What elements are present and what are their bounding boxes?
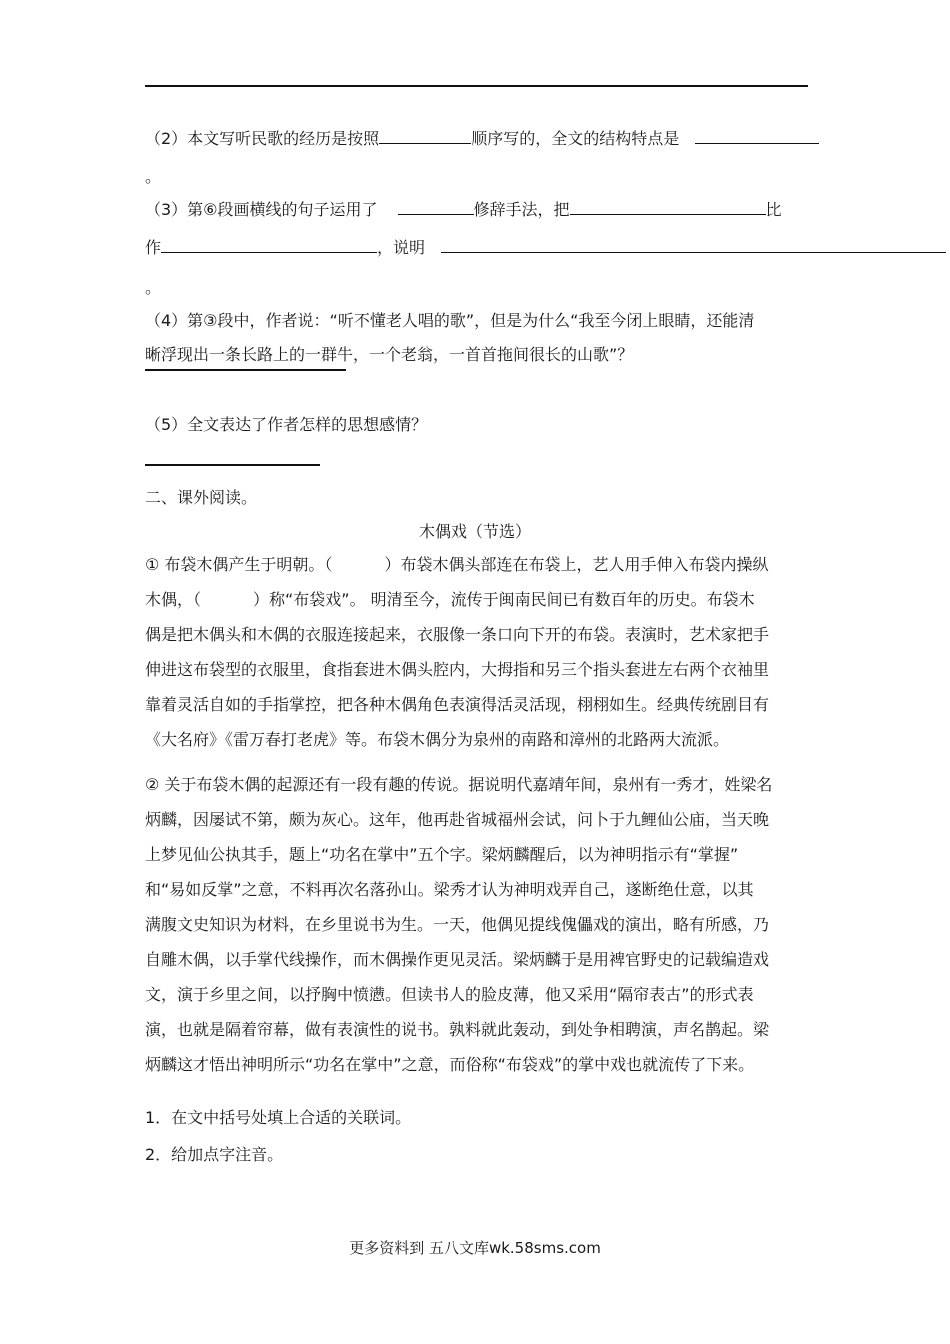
q3-text-c: 比 bbox=[765, 200, 782, 219]
q2-blank-order[interactable] bbox=[379, 127, 471, 144]
answer-line-top bbox=[145, 85, 808, 87]
p1-l1-b: ）布袋木偶头部连在布袋上，艺人用手伸入布袋内操纵 bbox=[384, 555, 769, 574]
p1-line: 伸进这布袋型的衣服里，食指套进木偶头腔内，大拇指和另三个指头套进左右两个衣袖里 bbox=[145, 660, 770, 679]
p2-line: 文，演于乡里之间，以抒胸中愤懑。但读书人的脸皮薄，他又采用“隔帘表古”的形式表 bbox=[145, 985, 754, 1004]
q3-text-a: （3）第⑥段画横线的句子运用了 bbox=[145, 200, 378, 219]
question-2 bbox=[145, 127, 819, 151]
question-4-line1: （4）第③段中，作者说：“听不懂老人唱的歌”，但是为什么“我至今闭上眼睛，还能清 bbox=[145, 311, 755, 330]
q3-blank-object[interactable] bbox=[161, 236, 377, 253]
passage-title: 木偶戏（节选） bbox=[418, 522, 531, 541]
p2-line: 和“易如反掌”之意，不料再次名落孙山。梁秀才认为神明戏弄自己，遂断绝仕意，以其 bbox=[145, 880, 754, 899]
q2-text-a: （2）本文写听民歌的经历是按照 bbox=[145, 129, 380, 148]
page-footer: 更多资料到 五八文库wk.58sms.com bbox=[349, 1239, 601, 1257]
p1-l1-a: ① 布袋木偶产生于明朝。（ bbox=[145, 555, 333, 574]
p1-line: 偶是把木偶头和木偶的衣服连接起来，衣服像一条口向下开的布袋。表演时，艺术家把手 bbox=[145, 625, 770, 644]
q5-answer-line[interactable] bbox=[145, 464, 320, 466]
p1-line: 靠着灵活自如的手指掌控，把各种木偶角色表演得活灵活现，栩栩如生。经典传统剧目有 bbox=[145, 695, 770, 714]
p1-l2-b: ）称“布袋戏”。 明清至今，流传于闽南民间已有数百年的历史。布袋木 bbox=[253, 590, 755, 609]
p1-line-1 bbox=[145, 547, 810, 582]
p2-line: ② 关于布袋木偶的起源还有一段有趣的传说。据说明代嘉靖年间，泉州有一秀才，姓梁名 bbox=[145, 775, 773, 794]
question-4-line2: 晰浮现出一条长路上的一群牛，一个老翁，一首首拖间很长的山歌”？ bbox=[145, 345, 634, 364]
p1-line-2 bbox=[145, 582, 810, 617]
q3-line2-b: ，说明 bbox=[377, 238, 426, 257]
p1-l2-a: 木偶，（ bbox=[145, 590, 202, 609]
task-2: 2．给加点字注音。 bbox=[145, 1145, 284, 1164]
section-heading: 二、课外阅读。 bbox=[145, 488, 258, 507]
p2-line: 自雕木偶，以手掌代线操作，而木偶操作更见灵活。梁炳麟于是用裨官野史的记载编造戏 bbox=[145, 950, 770, 969]
p2-line: 演，也就是隔着帘幕，做有表演性的说书。孰料就此轰动，到处争相聘演，声名鹊起。梁 bbox=[145, 1020, 770, 1039]
p2-line: 满腹文史知识为材料，在乡里说书为生。一天，他偶见提线傀儡戏的演出，略有所感，乃 bbox=[145, 915, 770, 934]
q2-end: 。 bbox=[145, 167, 162, 186]
q3-blank-explain[interactable] bbox=[441, 236, 946, 253]
question-3 bbox=[145, 198, 782, 222]
p1-line: 《大名府》《雷万春打老虎》等。布袋木偶分为泉州的南路和漳州的北路两大流派。 bbox=[145, 730, 730, 749]
p2-line: 炳麟，因屡试不第，颇为灰心。这年，他再赴省城福州会试，问卜于九鲤仙公庙，当天晚 bbox=[145, 810, 770, 829]
q3-blank-subject[interactable] bbox=[570, 198, 766, 215]
q2-text-b: 顺序写的，全文的结构特点是 bbox=[471, 129, 680, 148]
paragraph-2 bbox=[145, 767, 810, 1082]
q3-text-b: 修辞手法，把 bbox=[473, 200, 570, 219]
paragraph-1 bbox=[145, 547, 810, 757]
q3-line2-a: 作 bbox=[145, 238, 162, 257]
p2-line: 上梦见仙公执其手，题上“功名在掌中”五个字。梁炳麟醒后，以为神明指示有“掌握” bbox=[145, 845, 739, 864]
q4-answer-line[interactable] bbox=[145, 369, 346, 371]
question-3-line2 bbox=[145, 236, 946, 260]
q2-blank-structure[interactable] bbox=[695, 127, 819, 144]
p2-line: 炳麟这才悟出神明所示“功名在掌中”之意，而俗称“布袋戏”的掌中戏也就流传了下来。 bbox=[145, 1055, 755, 1074]
question-5: （5）全文表达了作者怎样的思想感情？ bbox=[145, 415, 428, 434]
q3-end: 。 bbox=[145, 278, 162, 297]
q3-blank-rhetoric[interactable] bbox=[398, 198, 474, 215]
task-1: 1．在文中括号处填上合适的关联词。 bbox=[145, 1108, 412, 1127]
